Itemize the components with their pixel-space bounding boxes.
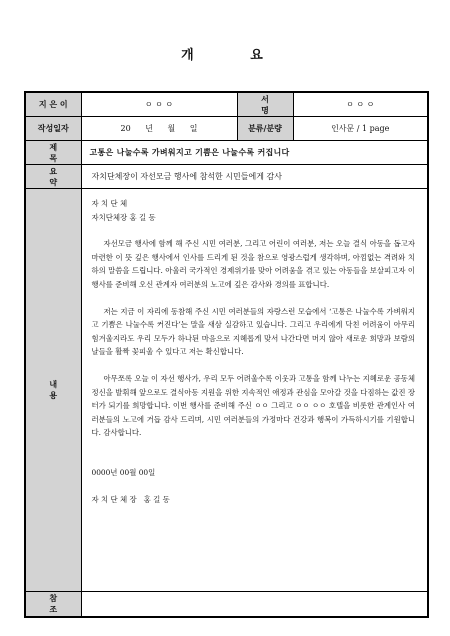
- date-value: 20 년 월 일: [81, 117, 237, 141]
- content-row: [25, 189, 428, 592]
- summary-label: 요 약: [25, 165, 81, 189]
- content-paragraph-2: 저는 지금 이 자리에 동참해 주신 시민 여러분들의 자랑스런 모습에서 ‘고통은 나눌수록 가벼워지고 기쁨은 나눌수록 커진다’는 말을 새삼 실감하고 있습니다. 그리고 우리에게 닥친 어려움이 아무리 힘겨울지라도 우리 모두가 하나된 마음으로 지혜롭게 맞서 나간다면 머지 않아 새로운 희망과 보람의 날들을 활짝 꽃피울 수 있다고 저는 확신합니다.: [91, 306, 415, 357]
- content-label: 내 용: [25, 189, 81, 592]
- summary-row: [25, 165, 428, 189]
- category-value: 인사문 / 1 page: [293, 117, 428, 141]
- date-row: [25, 117, 428, 141]
- document-title: 개 요: [181, 48, 289, 63]
- content-paragraph-3: 아무쪼록 오늘 이 자선 행사가, 우리 모두 어려울수록 이웃과 고통을 함께 나누는 지혜로운 공동체 정신을 발휘해 앞으로도 결식아동 지원을 위한 지속적인 애정과 관심을 모아갈 것을 다짐하는 값진 장터가 되기를 희망합니다. 이번 행사를 준비해 주신 ㅇㅇ 그리고 ㅇㅇ ㅇㅇ 호텔을 비롯한 관계인사 여러분들의 노고에 거듭 감사 드리며, 시민 여러분들의 가정마다 건강과 행복이 가득하시기를 기원합니다. 감사합니다.: [91, 373, 415, 438]
- subject-value: 고통은 나눌수록 가벼워지고 기쁨은 나눌수록 커집니다: [81, 141, 428, 165]
- reference-row: [25, 592, 428, 618]
- author-row: [25, 92, 428, 117]
- content-header-name: 자치단체장 홍 길 동: [91, 212, 156, 222]
- category-label: 분류/분량: [237, 117, 293, 141]
- reference-label: 참 조: [25, 592, 81, 618]
- signature-value: ㅇ ㅇ ㅇ: [293, 92, 428, 117]
- summary-form-table: [24, 91, 429, 618]
- subject-row: [25, 141, 428, 165]
- reference-value: [81, 592, 428, 618]
- content-body: [81, 189, 428, 592]
- author-value: ㅇ ㅇ ㅇ: [81, 92, 237, 117]
- content-signature-line: 자 치 단 체 장 홍 길 동: [91, 494, 170, 504]
- author-label: 지 은 이: [25, 92, 81, 117]
- summary-value: 자치단체장이 자선모금 행사에 참석한 시민들에게 감사: [81, 165, 428, 189]
- subject-label: 제 목: [25, 141, 81, 165]
- content-header-org: 자 치 단 체: [91, 199, 128, 208]
- signature-label: 서 명: [237, 92, 293, 117]
- date-label: 작성일자: [25, 117, 81, 141]
- content-date-line: 0000년 00월 00일: [91, 467, 156, 477]
- content-paragraph-1: 자선모금 행사에 함께 해 주신 시민 여러분, 그리고 어린이 여러분, 저는 오늘 결식 아동을 돕고자 마련한 이 뜻 깊은 행사에서 인사를 드리게 된 것을 참으로 영광스럽게 생각하며, 아낌없는 격려와 치하의 말씀을 드립니다. 아울러 국가적인 경제위기를 맞아 어려움을 겪고 있는 아동들을 보살피고자 이 행사를 준비해 오신 관계자 여러분의 노고에 깊은 감사와 경의를 표합니다.: [91, 239, 415, 289]
